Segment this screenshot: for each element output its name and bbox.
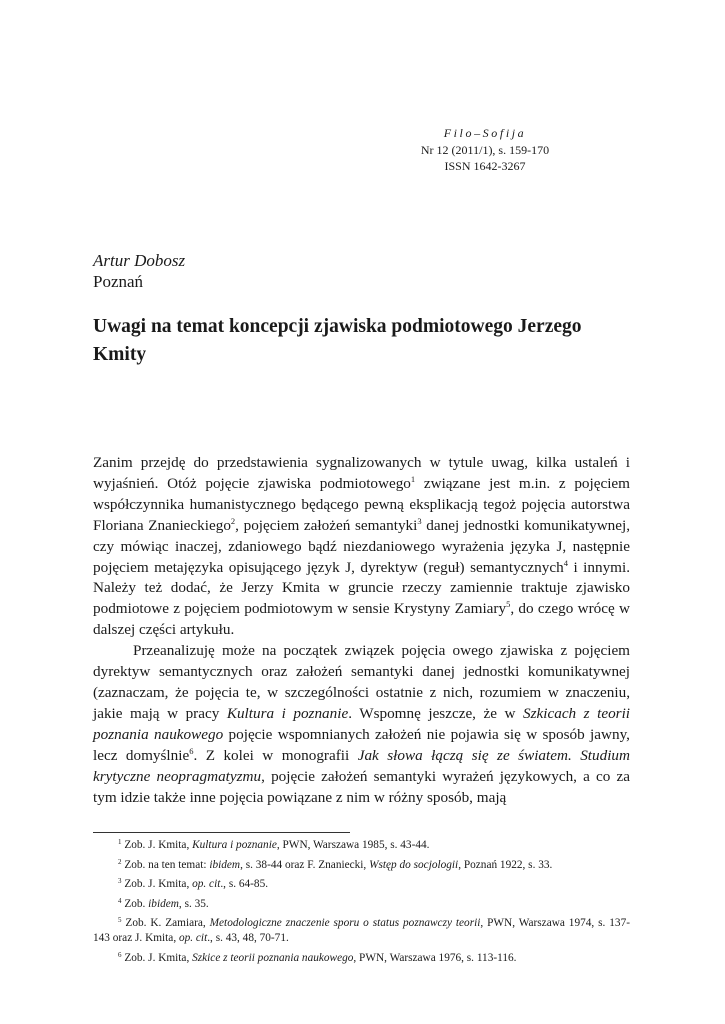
author-name: Artur Dobosz: [93, 251, 186, 270]
footnote-mark[interactable]: 3: [417, 515, 422, 526]
footnote-mark[interactable]: 4: [563, 557, 568, 568]
text-span: , Poznań 1922, s. 33.: [458, 858, 553, 871]
footnote: [93, 916, 630, 946]
text-span: , s. 35.: [178, 897, 209, 910]
text-span: Przeanalizuję może na początek związek pojęcia owego zjawiska z pojęciem dyrektyw semantycznych oraz założeń semantyki danej jednostki komunikatywnej (zaznaczam, że pojęcia te, w szczególności ostatnie z nich, rozumiem w znaczeniu, jakie mają w pracy: [93, 642, 630, 722]
text-span: Zob. na ten temat:: [121, 858, 210, 871]
paragraph: [93, 453, 630, 641]
journal-header: [355, 125, 615, 175]
book-title: Jak słowa łączą się ze światem. Studium krytyczne neopragmatyzmu: [93, 746, 630, 785]
text-span: Zob. J. Kmita,: [121, 951, 193, 964]
author-block: [93, 250, 185, 292]
text-span: ., s. 64-85.: [220, 878, 269, 890]
footnote: [93, 838, 630, 853]
journal-name: Filo–Sofija: [443, 126, 527, 140]
cited-title: op. cit: [192, 878, 221, 890]
footnote: [93, 897, 630, 912]
footnote-number: 2: [118, 857, 122, 866]
text-span: danej jednostki komunikatywnej, czy mówiąc inaczej, zdaniowego bądź niezdaniowego wyrażenia języka J, następnie pojęciem metajęzyka opisującego język J, dyrektyw (reguł) semantycznych: [93, 516, 631, 576]
article-title: Uwagi na temat koncepcji zjawiska podmiotowego Jerzego Kmity: [93, 316, 582, 365]
footnote-mark[interactable]: 1: [410, 473, 416, 484]
text-span: , PWN, Warszawa 1974, s. 137-143 oraz J. Kmita,: [93, 917, 630, 944]
issue-info: Nr 12 (2011/1), s. 159-170: [420, 142, 550, 157]
cited-title: Metodologiczne znaczenie sporu o status poznawczy teorii: [209, 917, 481, 929]
text-span: , pojęcie założeń semantyki wyrażeń językowych, a co za tym idzie także inne pojęcia powiązane z nim w różny sposób, mają: [93, 767, 631, 806]
text-span: , PWN, Warszawa 1976, s. 113-116.: [353, 951, 517, 964]
text-span: Zob.: [121, 897, 149, 910]
text-span: i innymi. Należy też dodać, że Jerzy Kmita w gruncie rzeczy zamiennie traktuje zjawisko podmiotowe z pojęciem podmiotowym w sensie Krystyny Zamiary: [93, 558, 630, 618]
footnote: [93, 877, 630, 892]
footnote-number: 4: [118, 896, 122, 905]
text-span: , do czego wrócę w dalszej części artykułu.: [93, 600, 630, 639]
text-span: , s. 38-44 oraz F. Znaniecki,: [240, 858, 370, 871]
footnote-mark[interactable]: 2: [230, 515, 236, 526]
text-span: Zob. J. Kmita,: [121, 878, 193, 890]
text-span: Zob. K. Zamiara,: [121, 917, 210, 929]
text-span: , PWN, Warszawa 1985, s. 43-44.: [276, 839, 430, 851]
book-title: Szkicach z teorii poznania naukowego: [93, 704, 631, 743]
footnote-divider: [93, 832, 350, 833]
issn: ISSN 1642-3267: [444, 159, 526, 173]
footnote-number: 1: [118, 838, 122, 846]
footnote: [93, 951, 630, 966]
author-city: Poznań: [93, 272, 144, 291]
text-span: Zob. J. Kmita,: [121, 839, 193, 851]
footnote-number: 3: [118, 877, 122, 885]
cited-title: ibidem: [148, 897, 179, 910]
cited-title: Kultura i poznanie: [192, 839, 277, 851]
footnote-mark[interactable]: 6: [189, 745, 194, 756]
text-span: , pojęciem założeń semantyki: [235, 516, 418, 534]
cited-title: Szkice z teorii poznania naukowego: [192, 951, 354, 964]
paragraph: [93, 641, 630, 808]
cited-title: op. cit: [178, 932, 208, 944]
text-span: . Wspomnę jeszcze, że w: [348, 704, 524, 722]
book-title: Kultura i poznanie: [226, 704, 349, 722]
cited-title: Wstęp do socjologii: [369, 858, 459, 871]
footnote-number: 6: [118, 950, 122, 959]
footnotes: [93, 838, 630, 970]
article-body: [93, 453, 630, 808]
text-span: pojęcie wspomnianych założeń nie pojawia się w sposób jawny, lecz domyślnie: [93, 725, 630, 764]
text-span: Zanim przejdę do przedstawienia sygnalizowanych w tytule uwag, kilka ustaleń i wyjaśnień. Otóż pojęcie zjawiska podmiotowego: [93, 454, 630, 492]
text-span: . Z kolei w monografii: [193, 746, 358, 764]
footnote-mark[interactable]: 5: [506, 599, 511, 610]
cited-title: ibidem: [209, 858, 241, 871]
text-span: ., s. 43, 48, 70-71.: [207, 932, 289, 944]
text-span: związane jest m.in. z pojęciem współczynnika humanistycznego będącego pewną eksplikacją tegoż pojęcia autorstwa Floriana Znanieckiego: [93, 474, 630, 534]
footnote: [93, 858, 630, 873]
footnote-number: 5: [118, 916, 122, 924]
